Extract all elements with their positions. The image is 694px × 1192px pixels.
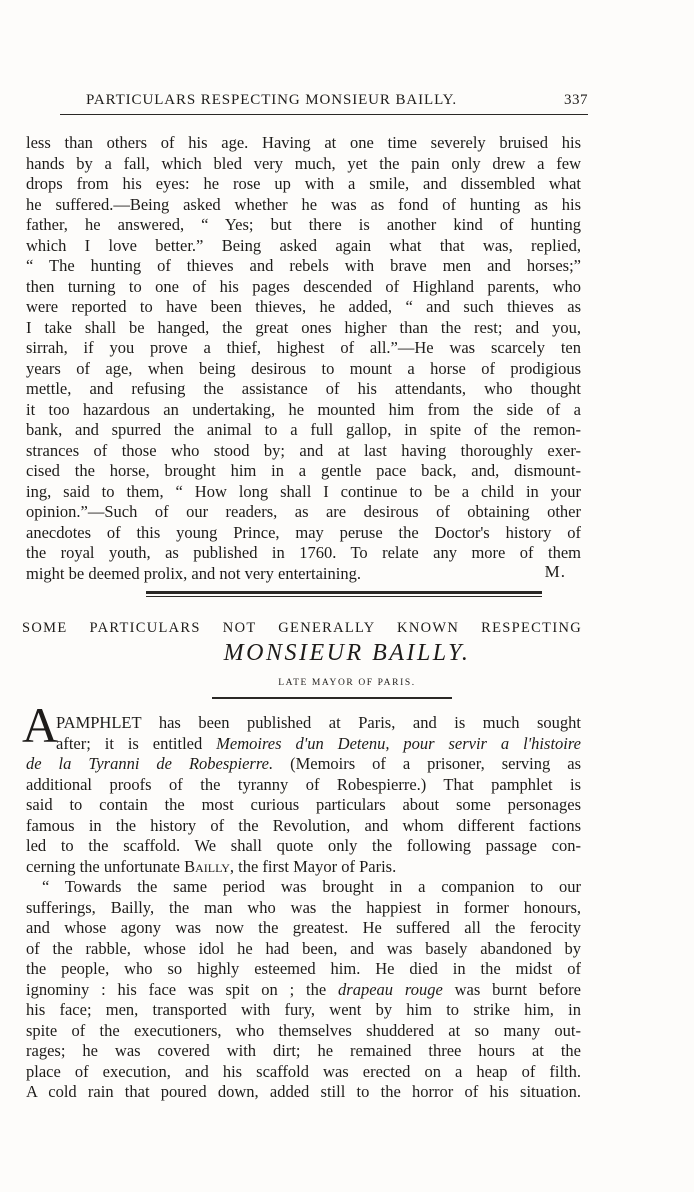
text-line: his face; men, transported with fury, went by him to strike him, in (26, 1000, 581, 1019)
page-number: 337 (564, 92, 588, 108)
text-line: were reported to have been thieves, he added, “ and such thieves as (26, 297, 581, 316)
text-line: “ The hunting of thieves and rebels with brave men and horses;” (26, 256, 581, 275)
text-run: after; it is entitled (56, 733, 217, 753)
book-title-french-cont: de la Tyranni de Robespierre. (26, 754, 274, 773)
running-head: PARTICULARS RESPECTING MONSIEUR BAILLY. (86, 92, 458, 108)
text-line (56, 734, 581, 755)
text-line: opinion.”—Such of our readers, as are desirous of obtaining other (26, 502, 581, 521)
text-line: which I love better.” Being asked again what that was, replied, (26, 235, 581, 255)
text-line: of the rabble, whose idol he had been, and was basely abandoned by (26, 938, 581, 958)
text-run: ignominy : his face was spit on ; the (26, 979, 339, 999)
text-line: famous in the history of the Revolution, and whom different factions (26, 815, 581, 835)
header-rule (60, 114, 588, 115)
author-signature: M. (544, 562, 566, 581)
text-line: led to the scaffold. We shall quote only the following passage con- (26, 836, 581, 855)
text-line: mettle, and refusing the assistance of his attendants, who thought (26, 379, 581, 398)
text-line: anecdotes of this young Prince, may peruse the Doctor's history of (26, 522, 581, 542)
text-line: bank, and spurred the animal to a full gallop, in spite of the remon- (26, 420, 581, 439)
text-line: less than others of his age. Having at one time severely bruised his (26, 133, 581, 152)
text-line: PAMPHLET has been published at Paris, and is much sought (56, 713, 581, 732)
text-line: the people, who so highly esteemed him. He died in the midst of (26, 959, 581, 978)
text-line (26, 980, 581, 1001)
text-line: rages; he was covered with dirt; he remained three hours at the (26, 1041, 581, 1060)
text-line: then turning to one of his pages descended of Highland parents, who (26, 276, 581, 296)
section-separator-thin (146, 596, 542, 597)
book-title-french: Memoires d'un Detenu, pour servir a l'histoire (216, 733, 581, 753)
text-run: cerning the unfortunate (26, 856, 185, 876)
page-header (60, 92, 588, 116)
section-subtitle: LATE MAYOR OF PARIS. (278, 678, 416, 688)
drop-cap: A (22, 697, 59, 753)
text-line: the royal youth, as published in 1760. To relate any more of them (26, 543, 581, 562)
text-line: might be deemed prolix, and not very entertaining. (26, 563, 361, 583)
text-line: additional proofs of the tyranny of Robespierre.) That pamphlet is (26, 774, 581, 794)
text-line: said to contain the most curious particulars about some personages (26, 795, 581, 814)
text-line: it too hazardous an undertaking, he mounted him from the side of a (26, 399, 581, 419)
section-separator-thick (146, 591, 542, 594)
text-line: he suffered.—Being asked whether he was as fond of hunting as his (26, 194, 581, 214)
text-line (26, 754, 581, 775)
text-run: , the first Mayor of Paris. (229, 856, 397, 876)
passage-two (26, 713, 581, 1103)
text-line: sirrah, if you prove a thief, highest of all.”—He was scarcely ten (26, 338, 581, 357)
section-heading: SOME PARTICULARS NOT GENERALLY KNOWN RESPECTING (22, 620, 582, 636)
text-line: I take shall be hanged, the great ones higher than the rest; and you, (26, 317, 581, 337)
text-line: ing, said to them, “ How long shall I continue to be a child in your (26, 481, 581, 501)
text-line: “ Towards the same period was brought in a companion to our (42, 877, 581, 896)
text-run: was burnt before (442, 979, 581, 999)
text-line (26, 857, 581, 878)
text-line: father, he answered, “ Yes; but there is another kind of hunting (26, 215, 581, 234)
text-line: hands by a fall, which bled very much, yet the pain only drew a few (26, 153, 581, 173)
drapeau-rouge: drapeau rouge (338, 979, 443, 999)
text-line: cised the horse, brought him in a gentle pace back, and, dismount- (26, 461, 581, 480)
text-line: spite of the executioners, who themselves shuddered at so many out- (26, 1020, 581, 1040)
text-line: place of execution, and his scaffold was erected on a heap of filth. (26, 1061, 581, 1081)
text-line: A cold rain that poured down, added still to the horror of his situation. (26, 1082, 581, 1101)
name-bailly: Bailly (184, 856, 230, 876)
text-line: sufferings, Bailly, the man who was the happiest in former honours, (26, 897, 581, 917)
text-line: drops from his eyes: he rose up with a smile, and dissembled what (26, 174, 581, 193)
subtitle-rule (212, 697, 452, 699)
text-line: strances of those who stood by; and at last having thoroughly exer- (26, 440, 581, 460)
text-line: and whose agony was now the greatest. He suffered all the ferocity (26, 918, 581, 937)
section-title: MONSIEUR BAILLY. (223, 640, 471, 666)
passage-one (26, 133, 581, 584)
text-line: years of age, when being desirous to mount a horse of prodigious (26, 358, 581, 378)
text-run: (Memoirs of a prisoner, serving as (273, 754, 581, 773)
